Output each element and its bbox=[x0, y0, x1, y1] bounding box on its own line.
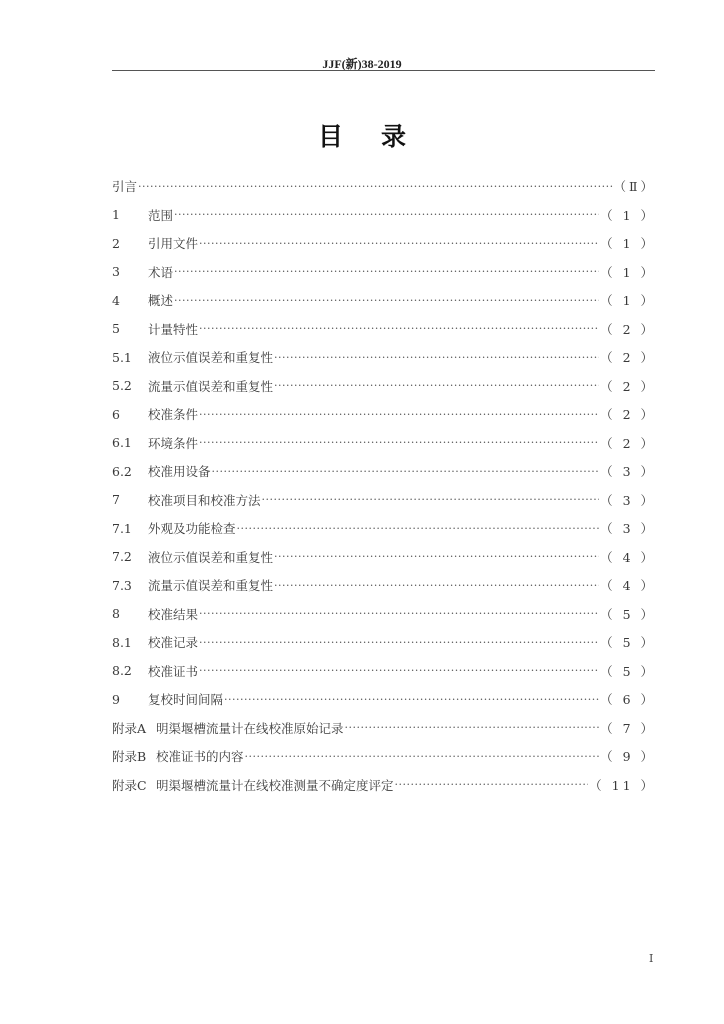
toc-entry[interactable] bbox=[112, 172, 656, 201]
toc-entry-page: （ 5 ） bbox=[600, 663, 656, 679]
toc-leader-dots bbox=[395, 778, 589, 791]
toc-entry-number: 7 bbox=[112, 492, 120, 508]
toc-entry-page: （ 2 ） bbox=[600, 407, 656, 423]
toc-entry-page: （ 1 ） bbox=[600, 293, 656, 309]
toc-entry-page: （ 3 ） bbox=[600, 464, 656, 480]
toc-entry-number: 8.1 bbox=[112, 634, 132, 650]
toc-entry-label: 液位示值误差和重复性 bbox=[148, 549, 274, 565]
toc-leader-dots bbox=[174, 265, 599, 278]
toc-entry-page: （ 2 ） bbox=[600, 350, 656, 366]
page-number: I bbox=[649, 952, 654, 965]
toc-entry[interactable] bbox=[112, 457, 656, 486]
toc-entry-number: 2 bbox=[112, 235, 120, 251]
toc-entry-label: 校准结果 bbox=[148, 606, 199, 622]
toc-entry-label: 校准用设备 bbox=[148, 464, 211, 480]
toc-entry-label: 明渠堰槽流量计在线校准原始记录 bbox=[156, 720, 344, 736]
toc-entry-number: 5 bbox=[112, 321, 120, 337]
toc-entry-number: 6.1 bbox=[112, 435, 132, 451]
toc-entry-label: 环境条件 bbox=[148, 435, 199, 451]
toc-leader-dots bbox=[274, 579, 599, 592]
toc-entry-page: （ 5 ） bbox=[600, 635, 656, 651]
toc-entry[interactable] bbox=[112, 343, 656, 372]
toc-entry-label: 引言 bbox=[112, 179, 138, 195]
toc-entry-number: 1 bbox=[112, 207, 120, 223]
toc-leader-dots bbox=[199, 607, 599, 620]
toc-leader-dots bbox=[174, 294, 599, 307]
toc-entry-page: （ 4 ） bbox=[600, 549, 656, 565]
toc-leader-dots bbox=[237, 522, 600, 535]
toc-entry-number: 附录B bbox=[112, 749, 147, 765]
toc-entry-page: （ 3 ） bbox=[600, 521, 656, 537]
toc-entry[interactable] bbox=[112, 628, 656, 657]
toc-leader-dots bbox=[274, 550, 599, 563]
toc-entry[interactable] bbox=[112, 286, 656, 315]
toc-entry-label: 引用文件 bbox=[148, 236, 199, 252]
toc-entry-page: （ 1 ） bbox=[600, 264, 656, 280]
toc-entry-label: 校准证书的内容 bbox=[156, 749, 244, 765]
toc-entry-number: 4 bbox=[112, 292, 120, 308]
toc-entry[interactable] bbox=[112, 400, 656, 429]
toc-leader-dots bbox=[224, 693, 599, 706]
toc-leader-dots bbox=[199, 636, 599, 649]
toc-entry-number: 附录A bbox=[112, 720, 147, 736]
header-rule bbox=[112, 70, 655, 71]
toc-entry-number: 7.3 bbox=[112, 577, 132, 593]
toc-entry-label: 复校时间间隔 bbox=[148, 692, 224, 708]
toc-entry-label: 计量特性 bbox=[148, 321, 199, 337]
toc-leader-dots bbox=[199, 408, 599, 421]
toc-entry-number: 9 bbox=[112, 691, 120, 707]
toc-entry[interactable] bbox=[112, 657, 656, 686]
toc-entry-number: 3 bbox=[112, 264, 120, 280]
toc-entry[interactable] bbox=[112, 600, 656, 629]
toc-entry[interactable] bbox=[112, 201, 656, 230]
table-of-contents bbox=[112, 172, 656, 799]
toc-entry-number: 8.2 bbox=[112, 663, 132, 679]
toc-entry[interactable] bbox=[112, 571, 656, 600]
toc-entry-label: 术语 bbox=[148, 264, 174, 280]
toc-entry[interactable] bbox=[112, 771, 656, 800]
toc-leader-dots bbox=[274, 351, 599, 364]
toc-entry[interactable] bbox=[112, 429, 656, 458]
toc-entry-number: 8 bbox=[112, 606, 120, 622]
toc-entry-page: （ 9 ） bbox=[600, 749, 656, 765]
toc-entry[interactable] bbox=[112, 258, 656, 287]
toc-entry-page: （ 4 ） bbox=[600, 578, 656, 594]
toc-entry-label: 概述 bbox=[148, 293, 174, 309]
toc-entry[interactable] bbox=[112, 514, 656, 543]
page-title: 目录 bbox=[317, 122, 444, 151]
toc-entry[interactable] bbox=[112, 372, 656, 401]
toc-entry-page: （ 1 ） bbox=[600, 207, 656, 223]
toc-entry[interactable] bbox=[112, 714, 656, 743]
toc-entry-label: 外观及功能检查 bbox=[148, 521, 236, 537]
toc-entry-page: （ 11 ） bbox=[589, 777, 656, 793]
toc-entry-label: 流量示值误差和重复性 bbox=[148, 578, 274, 594]
toc-entry-page: （ 1 ） bbox=[600, 236, 656, 252]
toc-entry-label: 液位示值误差和重复性 bbox=[148, 350, 274, 366]
toc-entry-page: （Ⅱ） bbox=[613, 179, 656, 195]
toc-leader-dots bbox=[345, 721, 600, 734]
toc-entry-page: （ 3 ） bbox=[600, 492, 656, 508]
toc-leader-dots bbox=[199, 436, 599, 449]
toc-entry-number: 7.2 bbox=[112, 549, 132, 565]
toc-leader-dots bbox=[274, 379, 599, 392]
toc-entry-label: 流量示值误差和重复性 bbox=[148, 378, 274, 394]
toc-leader-dots bbox=[199, 237, 599, 250]
toc-entry-number: 7.1 bbox=[112, 520, 132, 536]
toc-entry-label: 校准证书 bbox=[148, 663, 199, 679]
toc-entry-page: （ 2 ） bbox=[600, 435, 656, 451]
toc-entry-page: （ 7 ） bbox=[600, 720, 656, 736]
toc-entry-label: 校准项目和校准方法 bbox=[148, 492, 261, 508]
toc-entry-number: 5.2 bbox=[112, 378, 132, 394]
toc-entry-page: （ 5 ） bbox=[600, 606, 656, 622]
toc-entry-number: 5.1 bbox=[112, 349, 132, 365]
toc-entry[interactable] bbox=[112, 229, 656, 258]
toc-leader-dots bbox=[245, 750, 600, 763]
toc-entry[interactable] bbox=[112, 315, 656, 344]
toc-leader-dots bbox=[199, 322, 599, 335]
toc-entry[interactable] bbox=[112, 742, 656, 771]
toc-entry-number: 6 bbox=[112, 406, 120, 422]
toc-entry[interactable] bbox=[112, 486, 656, 515]
toc-entry-label: 范围 bbox=[148, 207, 174, 223]
toc-entry-page: （ 2 ） bbox=[600, 378, 656, 394]
toc-leader-dots bbox=[262, 493, 600, 506]
document-code: JJF(新)38-2019 bbox=[322, 57, 402, 71]
toc-entry-label: 校准条件 bbox=[148, 407, 199, 423]
toc-entry-label: 明渠堰槽流量计在线校准测量不确定度评定 bbox=[156, 777, 394, 793]
toc-leader-dots bbox=[174, 208, 599, 221]
toc-entry[interactable] bbox=[112, 685, 656, 714]
toc-entry-label: 校准记录 bbox=[148, 635, 199, 651]
toc-entry-page: （ 6 ） bbox=[600, 692, 656, 708]
toc-entry-number: 附录C bbox=[112, 777, 147, 793]
toc-leader-dots bbox=[138, 180, 612, 193]
toc-leader-dots bbox=[199, 664, 599, 677]
toc-leader-dots bbox=[212, 465, 600, 478]
toc-entry-page: （ 2 ） bbox=[600, 321, 656, 337]
toc-entry[interactable] bbox=[112, 543, 656, 572]
toc-entry-number: 6.2 bbox=[112, 463, 132, 479]
